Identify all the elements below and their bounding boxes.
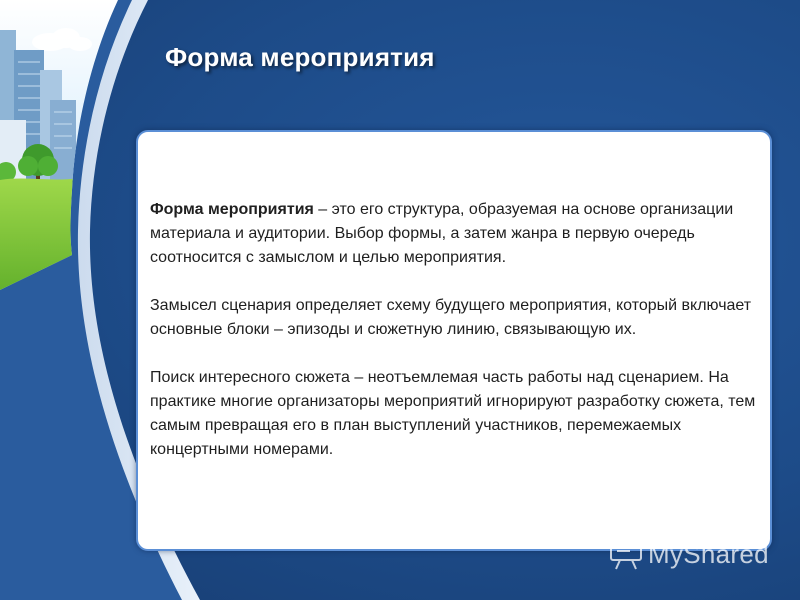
paragraph-text: – это его структура, образуемая на основе организации материала и аудитории. Выбор формы, а затем жанра в первую очередь соотносится с замыслом и целью мероприятия.	[150, 201, 734, 266]
slide-title: Форма мероприятия	[165, 42, 435, 72]
watermark	[608, 534, 769, 574]
paragraph-plot: Поиск интересного сюжета – неотъемлемая часть работы над сценарием. На практике многие организаторы мероприятий игнорируют разработку сюжета, тем самым превращая его в план выступлений участников, перемежаемых концертными номерами.	[150, 369, 756, 458]
paragraph-definition	[150, 198, 760, 270]
term-highlight: Форма мероприятия	[150, 201, 314, 218]
content-text	[150, 198, 760, 462]
content-box	[136, 130, 772, 551]
paragraph-concept: Замысел сценария определяет схему будущего мероприятия, который включает основные блоки – эпизоды и сюжетную линию, связывающую их.	[150, 297, 752, 338]
watermark-text: MyShared	[648, 538, 769, 569]
presentation-board-icon	[608, 537, 644, 571]
